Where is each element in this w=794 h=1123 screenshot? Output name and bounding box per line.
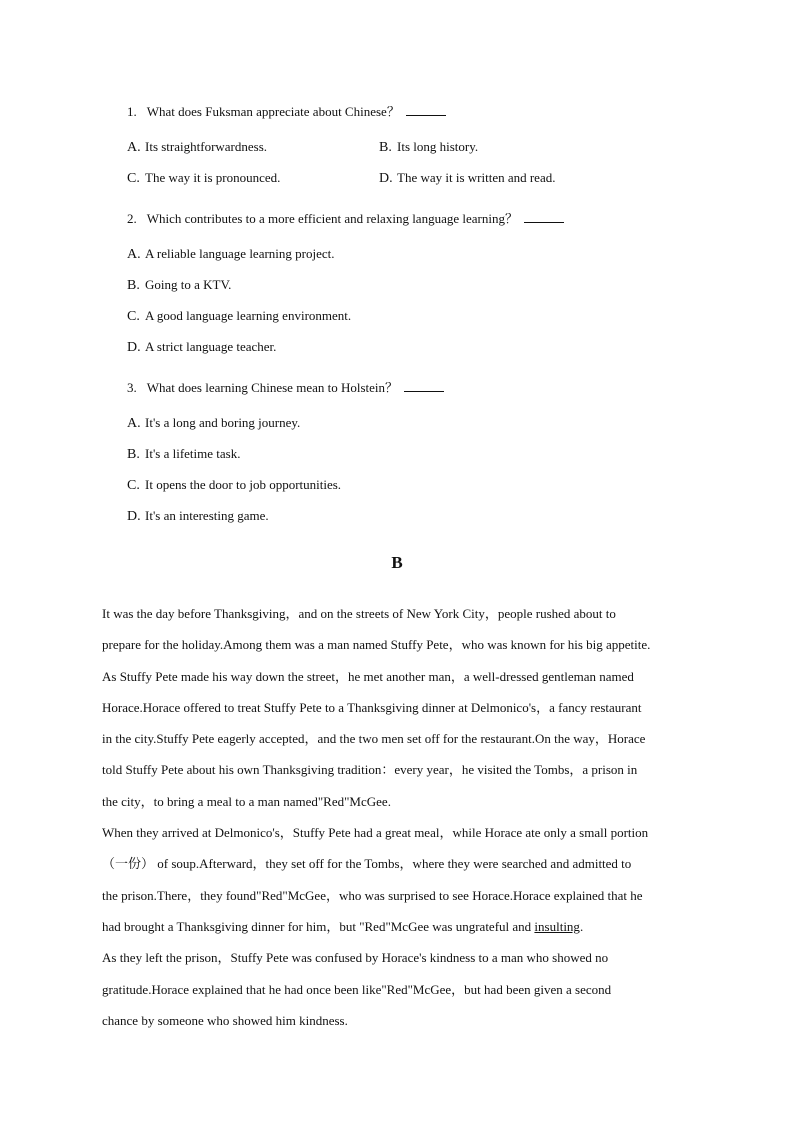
passage-line: told Stuffy Pete about his own Thanksgiving tradition：every year，he visited the Tombs，a prison in [102, 762, 638, 778]
passage-line: （一份） of soup.Afterward，they set off for the Tombs，where they were searched and admitted to [102, 856, 632, 872]
question-2 [127, 208, 687, 362]
passage-line: As Stuffy Pete made his way down the street，he met another man，a well-dressed gentleman named [102, 668, 634, 684]
option-c[interactable]: C. The way it is pronounced. [127, 170, 281, 186]
option-d[interactable]: D. It's an interesting game. [127, 508, 269, 524]
passage-line: gratitude.Horace explained that he had once been like"Red"McGee，but had been given a second [102, 981, 612, 997]
passage-text: had brought a Thanksgiving dinner for him，but "Red"McGee was ungrateful and [102, 918, 535, 934]
question-2-options [127, 238, 687, 362]
question-number: 2. [127, 211, 137, 226]
section-heading: B [391, 553, 403, 572]
passage-line: the prison.There，they found"Red"McGee，who was surprised to see Horace.Horace explained that he [102, 887, 643, 903]
question-1-stem [127, 101, 687, 123]
question-2-stem [127, 208, 687, 230]
option-d[interactable]: D. The way it is written and read. [379, 170, 556, 186]
question-3 [127, 377, 687, 531]
passage-line: Horace.Horace offered to treat Stuffy Pete to a Thanksgiving dinner at Delmonico's，a fancy restaurant [102, 699, 642, 715]
question-number: 3. [127, 380, 137, 395]
underlined-word: insulting [534, 918, 580, 934]
passage-line: chance by someone who showed him kindness. [102, 1012, 348, 1028]
passage-line [102, 911, 702, 942]
passage-line: As they left the prison，Stuffy Pete was confused by Horace's kindness to a man who showed no [102, 950, 609, 966]
question-3-stem [127, 377, 687, 399]
answer-blank[interactable] [404, 377, 444, 392]
option-b[interactable]: B. Going to a KTV. [127, 277, 232, 293]
option-a[interactable]: A. A reliable language learning project. [127, 246, 335, 262]
option-b[interactable]: B. It's a lifetime task. [127, 446, 241, 462]
question-1-options [127, 131, 687, 193]
reading-passage [102, 598, 702, 1036]
question-text: What does learning Chinese mean to Holstein？ [146, 380, 399, 395]
question-text: What does Fuksman appreciate about Chinese？ [146, 104, 400, 119]
question-number: 1. [127, 104, 137, 119]
answer-blank[interactable] [406, 101, 446, 116]
option-d[interactable]: D. A strict language teacher. [127, 339, 277, 355]
passage-line: When they arrived at Delmonico's，Stuffy Pete had a great meal，while Horace ate only a small portion [102, 825, 649, 841]
option-b[interactable]: B. Its long history. [379, 139, 479, 155]
option-a[interactable]: A. It's a long and boring journey. [127, 415, 301, 431]
option-c[interactable]: C. A good language learning environment. [127, 308, 352, 324]
question-3-options [127, 407, 687, 531]
option-a[interactable]: A. Its straightforwardness. [127, 139, 268, 155]
passage-line: prepare for the holiday.Among them was a man named Stuffy Pete，who was known for his big appetite. [102, 637, 651, 653]
option-c[interactable]: C. It opens the door to job opportunities. [127, 477, 342, 493]
answer-blank[interactable] [524, 208, 564, 223]
passage-line: It was the day before Thanksgiving，and on the streets of New York City，people rushed about to [102, 606, 616, 621]
passage-line: the city，to bring a meal to a man named"Red"McGee. [102, 793, 391, 809]
question-text: Which contributes to a more efficient and relaxing language learning？ [146, 211, 518, 226]
passage-text: . [579, 918, 584, 934]
question-1 [127, 101, 687, 193]
passage-line: in the city.Stuffy Pete eagerly accepted，and the two men set off for the restaurant.On the way，Horace [102, 731, 646, 747]
